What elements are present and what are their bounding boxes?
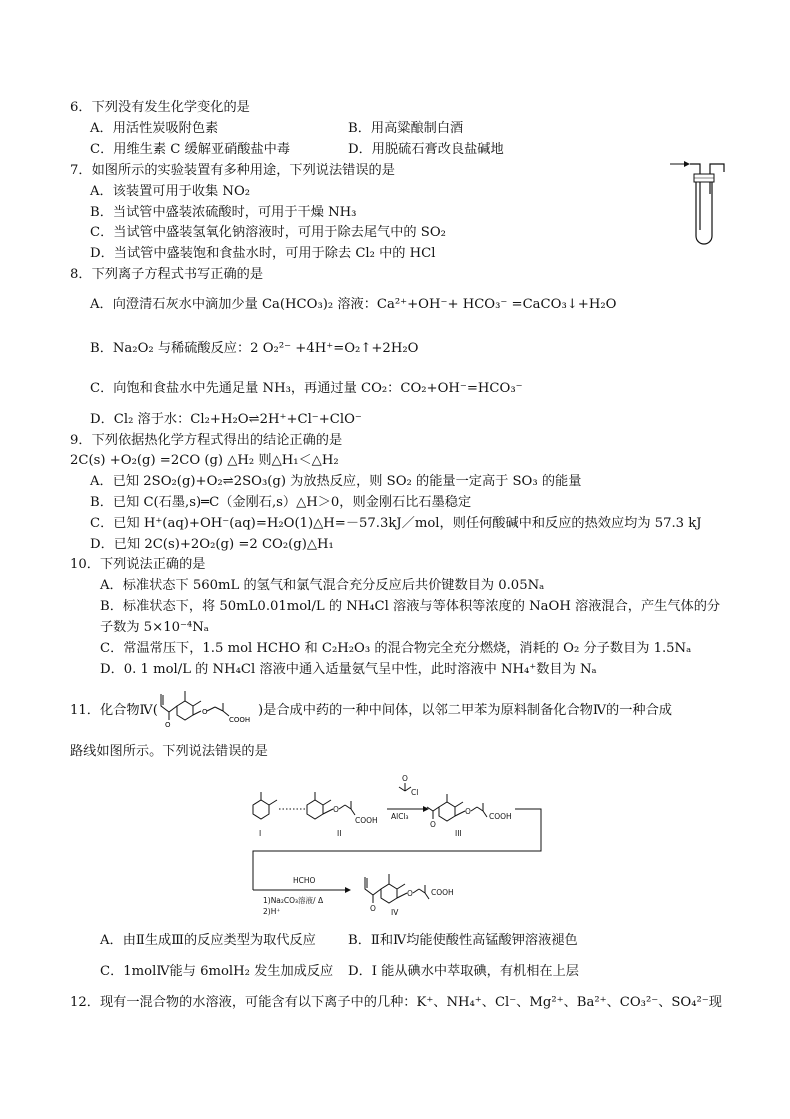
q11-stem-end: )是合成中药的一种中间体，以邻二甲苯为原料制备化合物Ⅳ的一种合成 (258, 703, 672, 718)
q8-option-b: B．Na₂O₂ 与稀硫酸反应：2 O₂²⁻ +4H⁺=O₂↑+2H₂O (90, 341, 419, 356)
q11-option-d: D．I 能从碘水中萃取碘，有机相在上层 (348, 964, 579, 979)
iii-ketone-o: O (430, 820, 436, 829)
q10-option-b: B．标准状态下，将 50mL0.01mol/L 的 NH₄Cl 溶液与等体积等浓度的 NaOH 溶液混合，产生气体的分 (100, 599, 721, 614)
inline-cooh-label: COOH (229, 716, 251, 724)
q7-stem: 7．如图所示的实验装置有多种用途，下列说法错误的是 (70, 163, 395, 178)
q9-extra-equation: 2C(s) +O₂(g) =2CO (g) △H₂ 则△H₁＜△H₂ (70, 453, 339, 468)
ii-cooh: COOH (355, 816, 378, 825)
q7-option-c: C．当试管中盛装氢氧化钠溶液时，可用于除去尾气中的 SO₂ (90, 225, 446, 240)
q11-stem-start: 11．化合物Ⅳ( (70, 703, 158, 718)
q6-option-a: A．用活性炭吸附色素 (90, 121, 219, 136)
condition-step-2: 2)H⁺ (263, 907, 281, 916)
label-compound-i: I (259, 829, 262, 838)
label-compound-ii: II (337, 829, 342, 838)
q9-option-c: C．已知 H⁺(aq)+OH⁻(aq)=H₂O(1)△H=－57.3kJ／mol，则任何酸碱中和反应的热效应均为 57.3 kJ (90, 516, 702, 531)
q10-option-a: A．标准状态下 560mL 的氢气和氯气混合充分反应后共价键数目为 0.05Nₐ (100, 578, 545, 593)
q7-option-a: A．该装置可用于收集 NO₂ (90, 184, 251, 199)
q10-option-c: C．常温常压下，1.5 mol HCHO 和 C₂H₂O₃ 的混合物完全充分燃烧，消耗的 O₂ 分子数目为 1.5Nₐ (100, 641, 692, 656)
q11-option-a: A．由Ⅱ生成Ⅲ的反应类型为取代反应 (100, 933, 316, 948)
q11-option-b: B．Ⅱ和Ⅳ均能使酸性高锰酸钾溶液褪色 (348, 933, 578, 948)
q10-option-d: D．0. 1 mol/L 的 NH₄Cl 溶液中通入适量氨气呈中性，此时溶液中 NH₄⁺数目为 Nₐ (100, 662, 597, 677)
q6-option-d: D．用脱硫石膏改良盐碱地 (348, 142, 504, 157)
q8-option-d: D．Cl₂ 溶于水：Cl₂+H₂O⇌2H⁺+Cl⁻+ClO⁻ (90, 412, 362, 427)
q9-option-a: A．已知 2SO₂(g)+O₂⇌2SO₃(g) 为放热反应，则 SO₂ 的能量一定高于 SO₃ 的能量 (90, 474, 582, 489)
alcl3-catalyst: AlCl₃ (391, 812, 409, 821)
compound-iv-inline-structure (157, 680, 257, 728)
q8-stem: 8．下列离子方程式书写正确的是 (70, 267, 264, 282)
q8-option-c: C．向饱和食盐水中先通足量 NH₃，再通过量 CO₂：CO₂+OH⁻=HCO₃⁻ (90, 381, 523, 396)
q7-option-d: D．当试管中盛装饱和食盐水时，可用于除去 Cl₂ 中的 HCl (90, 246, 436, 261)
hcho-reagent: HCHO (293, 876, 316, 885)
iii-cooh: COOH (489, 812, 512, 821)
q10-stem: 10．下列说法正确的是 (70, 557, 206, 572)
acyl-chloride-o: O (402, 774, 408, 783)
label-compound-iii: III (455, 829, 462, 838)
condition-step-1: 1)Na₂CO₃溶液/ Δ (263, 896, 324, 905)
q11-option-c: C．1molⅣ能与 6molH₂ 发生加成反应 (100, 964, 334, 979)
synthesis-route-scheme (245, 765, 555, 920)
q12-stem: 12．现有一混合物的水溶液，可能含有以下离子中的几种：K⁺、NH₄⁺、Cl⁻、Mg²⁺、Ba²⁺、CO₃²⁻、SO₄²⁻现 (70, 995, 722, 1010)
q6-option-c: C．用维生素 C 缓解亚硝酸盐中毒 (90, 142, 291, 157)
acyl-chloride-cl: Cl (411, 788, 419, 797)
q11-stem-line2: 路线如图所示。下列说法错误的是 (70, 744, 268, 759)
inline-o-label: O (165, 721, 171, 729)
inline-ether-o-label: O (202, 708, 208, 716)
q9-option-d: D．已知 2C(s)+2O₂(g) =2 CO₂(g)△H₁ (90, 537, 334, 552)
iii-ether-o: O (465, 807, 471, 816)
iv-ether-o: O (407, 889, 413, 898)
q8-option-a: A．向澄清石灰水中滴加少量 Ca(HCO₃)₂ 溶液：Ca²⁺+OH⁻+ HCO₃⁻ =CaCO₃↓+H₂O (90, 297, 617, 312)
label-compound-iv: IV (391, 908, 399, 917)
q6-option-b: B．用高粱酿制白酒 (348, 121, 464, 136)
q7-option-b: B．当试管中盛装浓硫酸时，可用于干燥 NH₃ (90, 205, 357, 220)
gas-washing-tube-figure (668, 152, 728, 247)
q10-option-b-continued: 子数为 5×10⁻⁴Nₐ (100, 620, 209, 635)
ii-ether-o: O (333, 805, 339, 814)
q9-stem: 9．下列依据热化学方程式得出的结论正确的是 (70, 433, 343, 448)
q9-option-b: B．已知 C(石墨,s)═C（金刚石,s）△H＞0，则金刚石比石墨稳定 (90, 495, 472, 510)
iv-cooh: COOH (431, 888, 454, 897)
iv-ketone-o: O (370, 904, 376, 913)
q6-stem: 6．下列没有发生化学变化的是 (70, 100, 250, 115)
